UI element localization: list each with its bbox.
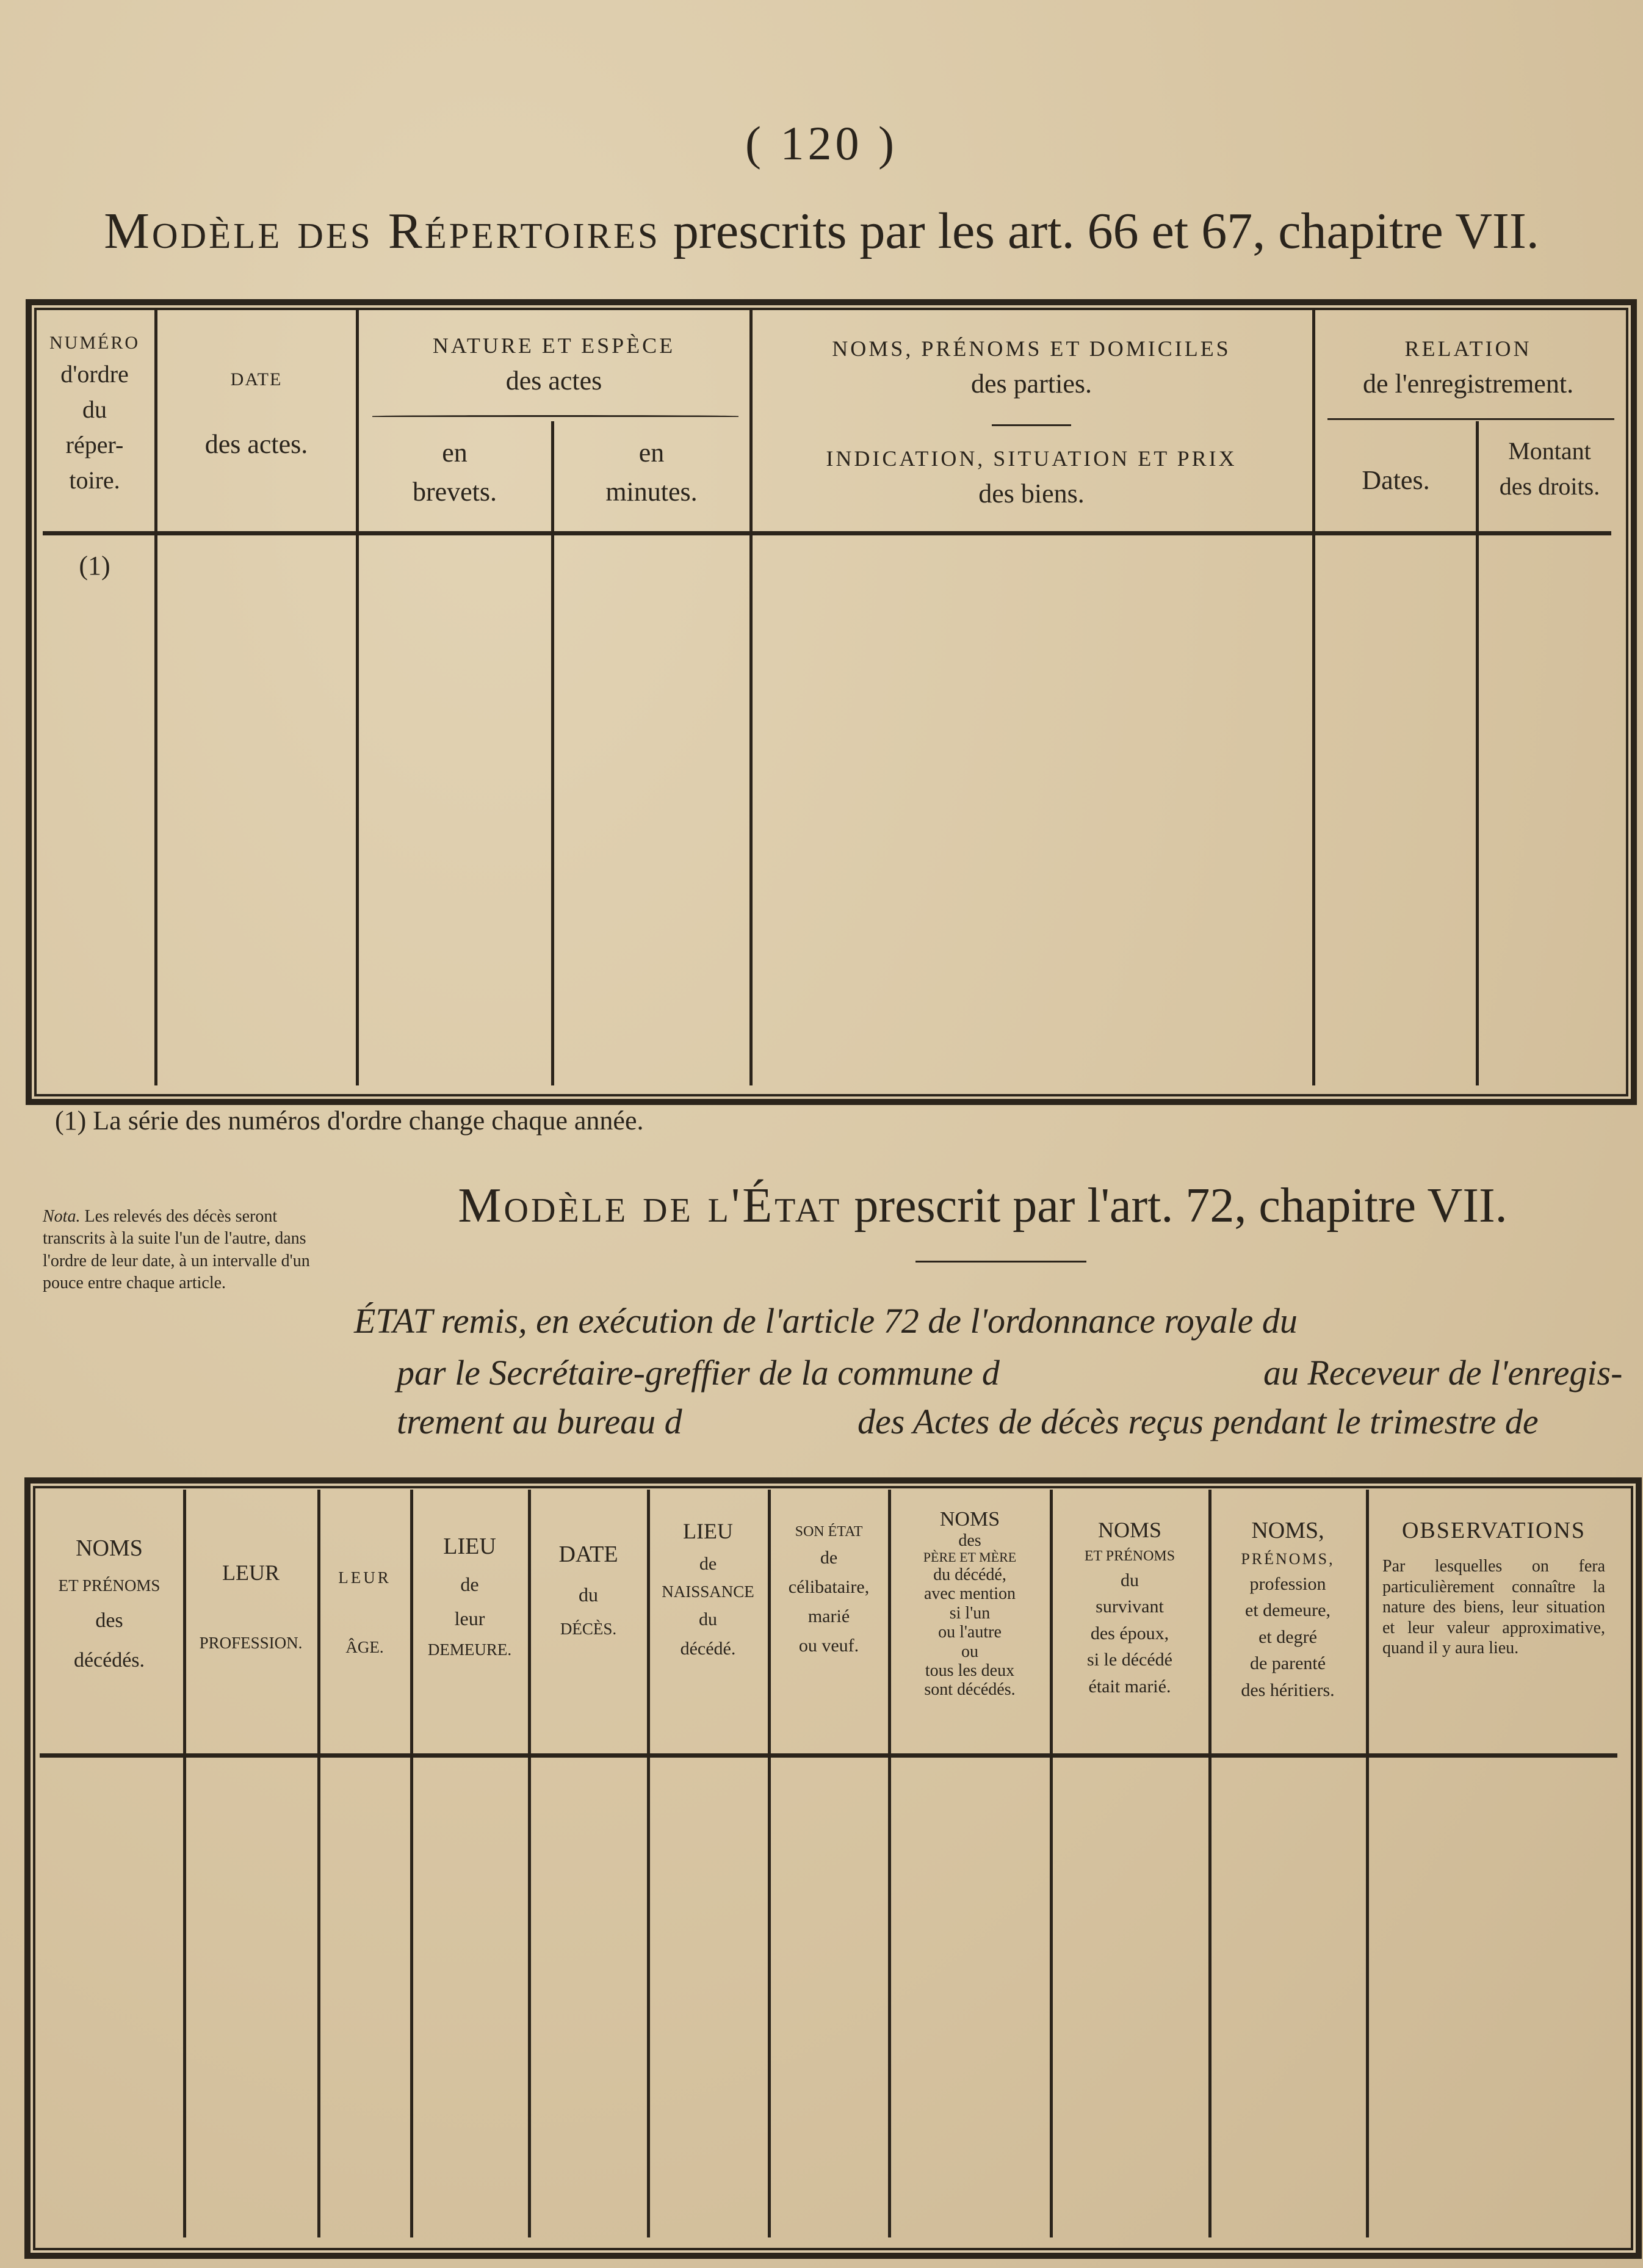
col-numero-3: du — [82, 395, 107, 423]
etat-col-observations — [1370, 1514, 1617, 1659]
col-brevets — [360, 433, 549, 512]
etat-col-heritiers-5: et degré — [1258, 1626, 1317, 1647]
etat-col-survivant — [1053, 1514, 1207, 1700]
col-date-2: des actes. — [204, 429, 308, 459]
etat-col-survivant-3: du — [1121, 1570, 1139, 1590]
etat-col-pere-mere-3: PÈRE ET MÈRE — [923, 1549, 1017, 1565]
etat-col-naissance-1: LIEU — [683, 1519, 733, 1543]
col-numero-2: d'ordre — [60, 360, 129, 388]
etat-col-naissance-3: NAISSANCE — [662, 1582, 754, 1601]
col-relation-1: RELATION — [1404, 336, 1532, 361]
etat-col-heritiers-2: PRÉNOMS, — [1241, 1550, 1335, 1568]
repertoire-title-smallcaps: Modèle des Répertoires — [104, 203, 660, 259]
etat-col-survivant-5: des époux, — [1090, 1623, 1169, 1643]
etat-col-date-2: du — [579, 1584, 598, 1606]
etat-col-noms-2: ET PRÉNOMS — [58, 1576, 161, 1595]
etat-col-etat-2: de — [820, 1548, 838, 1568]
etat-title-rest: prescrit par l'art. 72, chapitre VII. — [842, 1179, 1508, 1233]
col-relation — [1317, 333, 1619, 404]
col-nature — [360, 330, 748, 400]
etat-col-survivant-2: ET PRÉNOMS — [1084, 1548, 1175, 1565]
etat-col-demeure — [413, 1526, 526, 1664]
etat-col-profession-2: PROFESSION. — [199, 1634, 303, 1653]
etat-col-heritiers — [1211, 1514, 1364, 1703]
col-noms-2: des parties. — [971, 369, 1092, 399]
etat-col-heritiers-1: NOMS, — [1251, 1518, 1324, 1543]
etat-col-noms-3: des — [95, 1609, 123, 1632]
etat-col-age-1: LEUR — [338, 1568, 391, 1587]
col-montant-2: des droits. — [1499, 473, 1600, 500]
etat-col-profession-1: LEUR — [222, 1560, 280, 1585]
etat-col-demeure-2: de — [460, 1573, 479, 1595]
etat-col-etat — [771, 1520, 887, 1661]
etat-col-noms — [37, 1526, 182, 1681]
etat-col-pere-mere-8: ou — [961, 1642, 978, 1661]
etat-col-date-3: DÉCÈS. — [560, 1619, 617, 1638]
etat-col-noms-4: décédés. — [73, 1649, 145, 1672]
etat-col-etat-4: marié — [807, 1606, 850, 1627]
nota-text: Les relevés des décès seront transcrits à la suite l'un de l'autre, dans l'ordre de leur date, à un intervalle d'un pouce entre chaque article. — [43, 1207, 310, 1293]
col-montant — [1480, 433, 1619, 504]
etat-col-etat-3: célibataire, — [788, 1577, 870, 1598]
etat-line-2a: par le Secrétaire-greffier de la commune d — [397, 1353, 1000, 1393]
col-numero — [37, 330, 153, 498]
col-nature-2: des actes — [505, 366, 602, 396]
etat-col-date-deces — [531, 1532, 646, 1645]
col-nature-1: NATURE ET ESPÈCE — [432, 333, 676, 358]
etat-col-survivant-4: survivant — [1096, 1596, 1164, 1617]
etat-col-demeure-1: LIEU — [443, 1534, 496, 1559]
etat-col-pere-mere-7: ou l'autre — [938, 1623, 1002, 1642]
nota — [43, 1206, 330, 1295]
col-noms — [754, 333, 1309, 404]
etat-col-etat-1: SON ÉTAT — [795, 1524, 863, 1540]
etat-col-heritiers-4: et demeure, — [1245, 1600, 1331, 1621]
etat-line-3a: trement au bureau d — [397, 1402, 682, 1441]
etat-col-pere-mere — [891, 1508, 1049, 1700]
col-indication-2: des biens. — [978, 479, 1085, 509]
etat-col-survivant-7: était marié. — [1088, 1676, 1171, 1697]
etat-col-observations-text: Par lesquelles on fera particulièrement connaître la nature des biens, leur situation et leur valeur approximative, quand il y aura lieu. — [1382, 1557, 1605, 1658]
etat-line-3b: des Actes de décès reçus pendant le trimestre de — [858, 1402, 1539, 1441]
col-numero-4: réper- — [65, 430, 124, 458]
col-indication-1: INDICATION, SITUATION ET PRIX — [826, 446, 1237, 471]
etat-col-naissance-4: du — [699, 1609, 717, 1629]
etat-col-pere-mere-9: tous les deux — [925, 1661, 1015, 1680]
etat-col-age — [320, 1566, 409, 1659]
etat-title-smallcaps: Modèle de l'État — [458, 1179, 842, 1233]
etat-col-survivant-6: si le décédé — [1087, 1650, 1172, 1670]
etat-col-demeure-4: DEMEURE. — [427, 1640, 512, 1659]
etat-col-noms-1: NOMS — [76, 1535, 143, 1561]
etat-col-profession — [186, 1557, 316, 1655]
etat-col-observations-title: OBSERVATIONS — [1401, 1518, 1586, 1543]
col-brevets-1: en — [442, 438, 468, 468]
col-dates: Dates. — [1362, 465, 1430, 495]
col-noms-1: NOMS, PRÉNOMS ET DOMICILES — [832, 336, 1231, 361]
etat-line-1: ÉTAT remis, en exécution de l'article 72 de l'ordonnance royale du — [354, 1301, 1298, 1341]
col-minutes-2: minutes. — [605, 476, 698, 507]
etat-title — [342, 1178, 1623, 1234]
etat-col-date-1: DATE — [558, 1542, 618, 1567]
col-minutes — [555, 433, 748, 512]
etat-col-pere-mere-4: du décédé, — [933, 1565, 1006, 1585]
page-number: ( 120 ) — [745, 117, 898, 170]
footnote: (1) La série des numéros d'ordre change chaque année. — [55, 1106, 644, 1136]
etat-col-etat-5: ou veuf. — [798, 1636, 859, 1656]
etat-col-demeure-3: leur — [454, 1607, 485, 1629]
col-date-1: DATE — [230, 369, 283, 389]
col-numero-5: toire. — [69, 466, 120, 494]
etat-col-naissance-2: de — [699, 1553, 717, 1574]
col-indication — [754, 443, 1309, 513]
col-montant-1: Montant — [1508, 437, 1591, 465]
etat-col-heritiers-7: des héritiers. — [1241, 1679, 1335, 1700]
repertoire-title-rest: prescrits par les art. 66 et 67, chapitre VII. — [660, 203, 1539, 259]
col-brevets-2: brevets. — [412, 476, 497, 507]
etat-col-heritiers-3: profession — [1249, 1573, 1326, 1594]
first-row-marker: (1) — [79, 551, 110, 581]
etat-col-naissance-5: décédé. — [680, 1638, 736, 1659]
etat-col-pere-mere-10: sont décédés. — [924, 1680, 1016, 1700]
etat-col-pere-mere-5: avec mention — [923, 1584, 1016, 1604]
etat-line-2b: au Receveur de l'enregis- — [1263, 1353, 1623, 1393]
etat-col-heritiers-6: de parenté — [1249, 1653, 1326, 1674]
etat-title-rule — [915, 1261, 1086, 1263]
etat-col-pere-mere-2: des — [958, 1531, 981, 1551]
etat-col-naissance — [650, 1514, 766, 1664]
etat-col-survivant-1: NOMS — [1097, 1518, 1162, 1542]
etat-col-pere-mere-6: si l'un — [949, 1603, 991, 1623]
nota-label: Nota. — [43, 1207, 81, 1226]
etat-col-pere-mere-1: NOMS — [939, 1508, 1000, 1531]
col-numero-1: NUMÉRO — [49, 333, 140, 353]
repertoire-title — [0, 201, 1643, 261]
col-minutes-1: en — [638, 438, 665, 468]
etat-col-age-2: ÂGE. — [345, 1638, 384, 1657]
col-date — [159, 366, 354, 463]
col-relation-2: de l'enregistrement. — [1362, 369, 1574, 399]
